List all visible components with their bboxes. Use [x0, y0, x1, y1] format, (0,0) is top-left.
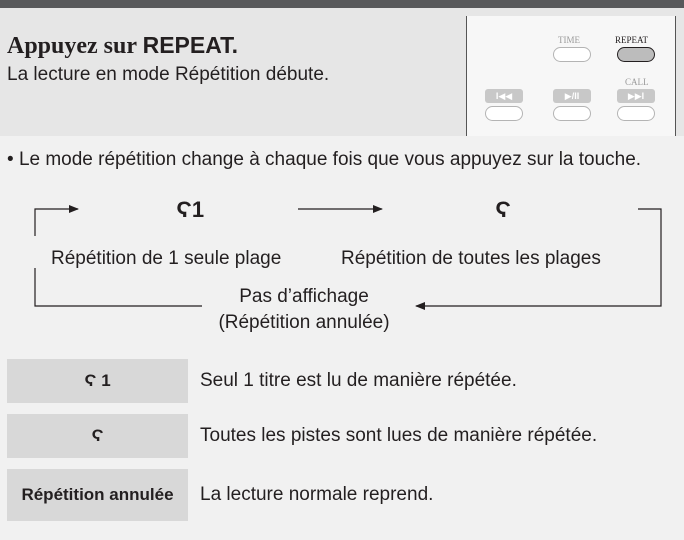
lower-button-right [617, 106, 655, 121]
repeat-cycle-diagram [0, 197, 684, 344]
call-label: CALL [625, 77, 649, 87]
repeat-one-icon: Ϛ1 [176, 197, 205, 222]
lower-button-middle [553, 106, 591, 121]
time-button [553, 47, 591, 62]
table-row [0, 414, 684, 458]
repeat-one-key: Ϛ 1 [7, 359, 188, 403]
lower-button-left [485, 106, 523, 121]
bullet-mark: • [7, 149, 14, 170]
repeat-cancel-key: Répétition annulée [7, 469, 188, 521]
step-title [7, 32, 238, 60]
next-track-key: ▶▶I [617, 89, 655, 103]
time-label: TIME [558, 35, 580, 45]
repeat-cancel-description: La lecture normale reprend. [200, 484, 434, 505]
repeat-all-icon: Ϛ [495, 197, 511, 222]
repeat-one-description: Seul 1 titre est lu de manière répétée. [200, 370, 517, 391]
repeat-all-description: Toutes les pistes sont lues de manière répétée. [200, 425, 598, 446]
play-pause-key: ▶/II [553, 89, 591, 103]
table-row [0, 359, 684, 403]
arrow-to-one [35, 209, 78, 236]
instruction-header [0, 8, 684, 136]
top-rule [0, 0, 684, 8]
repeat-all-label: Répétition de toutes les plages [341, 248, 601, 269]
repeat-cancel-label: Pas d’affichage (Répétition annulée) [218, 286, 390, 333]
remote-control-illustration [466, 16, 676, 136]
arrow-back-to-start [35, 268, 202, 306]
repeat-button [617, 47, 655, 62]
bullet-note [7, 146, 679, 173]
table-row [0, 469, 684, 513]
previous-track-key: I◀◀ [485, 89, 523, 103]
repeat-all-key: Ϛ [7, 414, 188, 458]
step-subtitle: La lecture en mode Répétition débute. [7, 64, 330, 85]
bullet-text: Le mode répétition change à chaque fois que vous appuyez sur la touche. [18, 149, 642, 170]
title-key: REPEAT. [142, 32, 239, 58]
repeat-one-label: Répétition de 1 seule plage [51, 248, 282, 269]
title-prefix: Appuyez sur [7, 33, 143, 59]
repeat-label: REPEAT [615, 35, 649, 45]
